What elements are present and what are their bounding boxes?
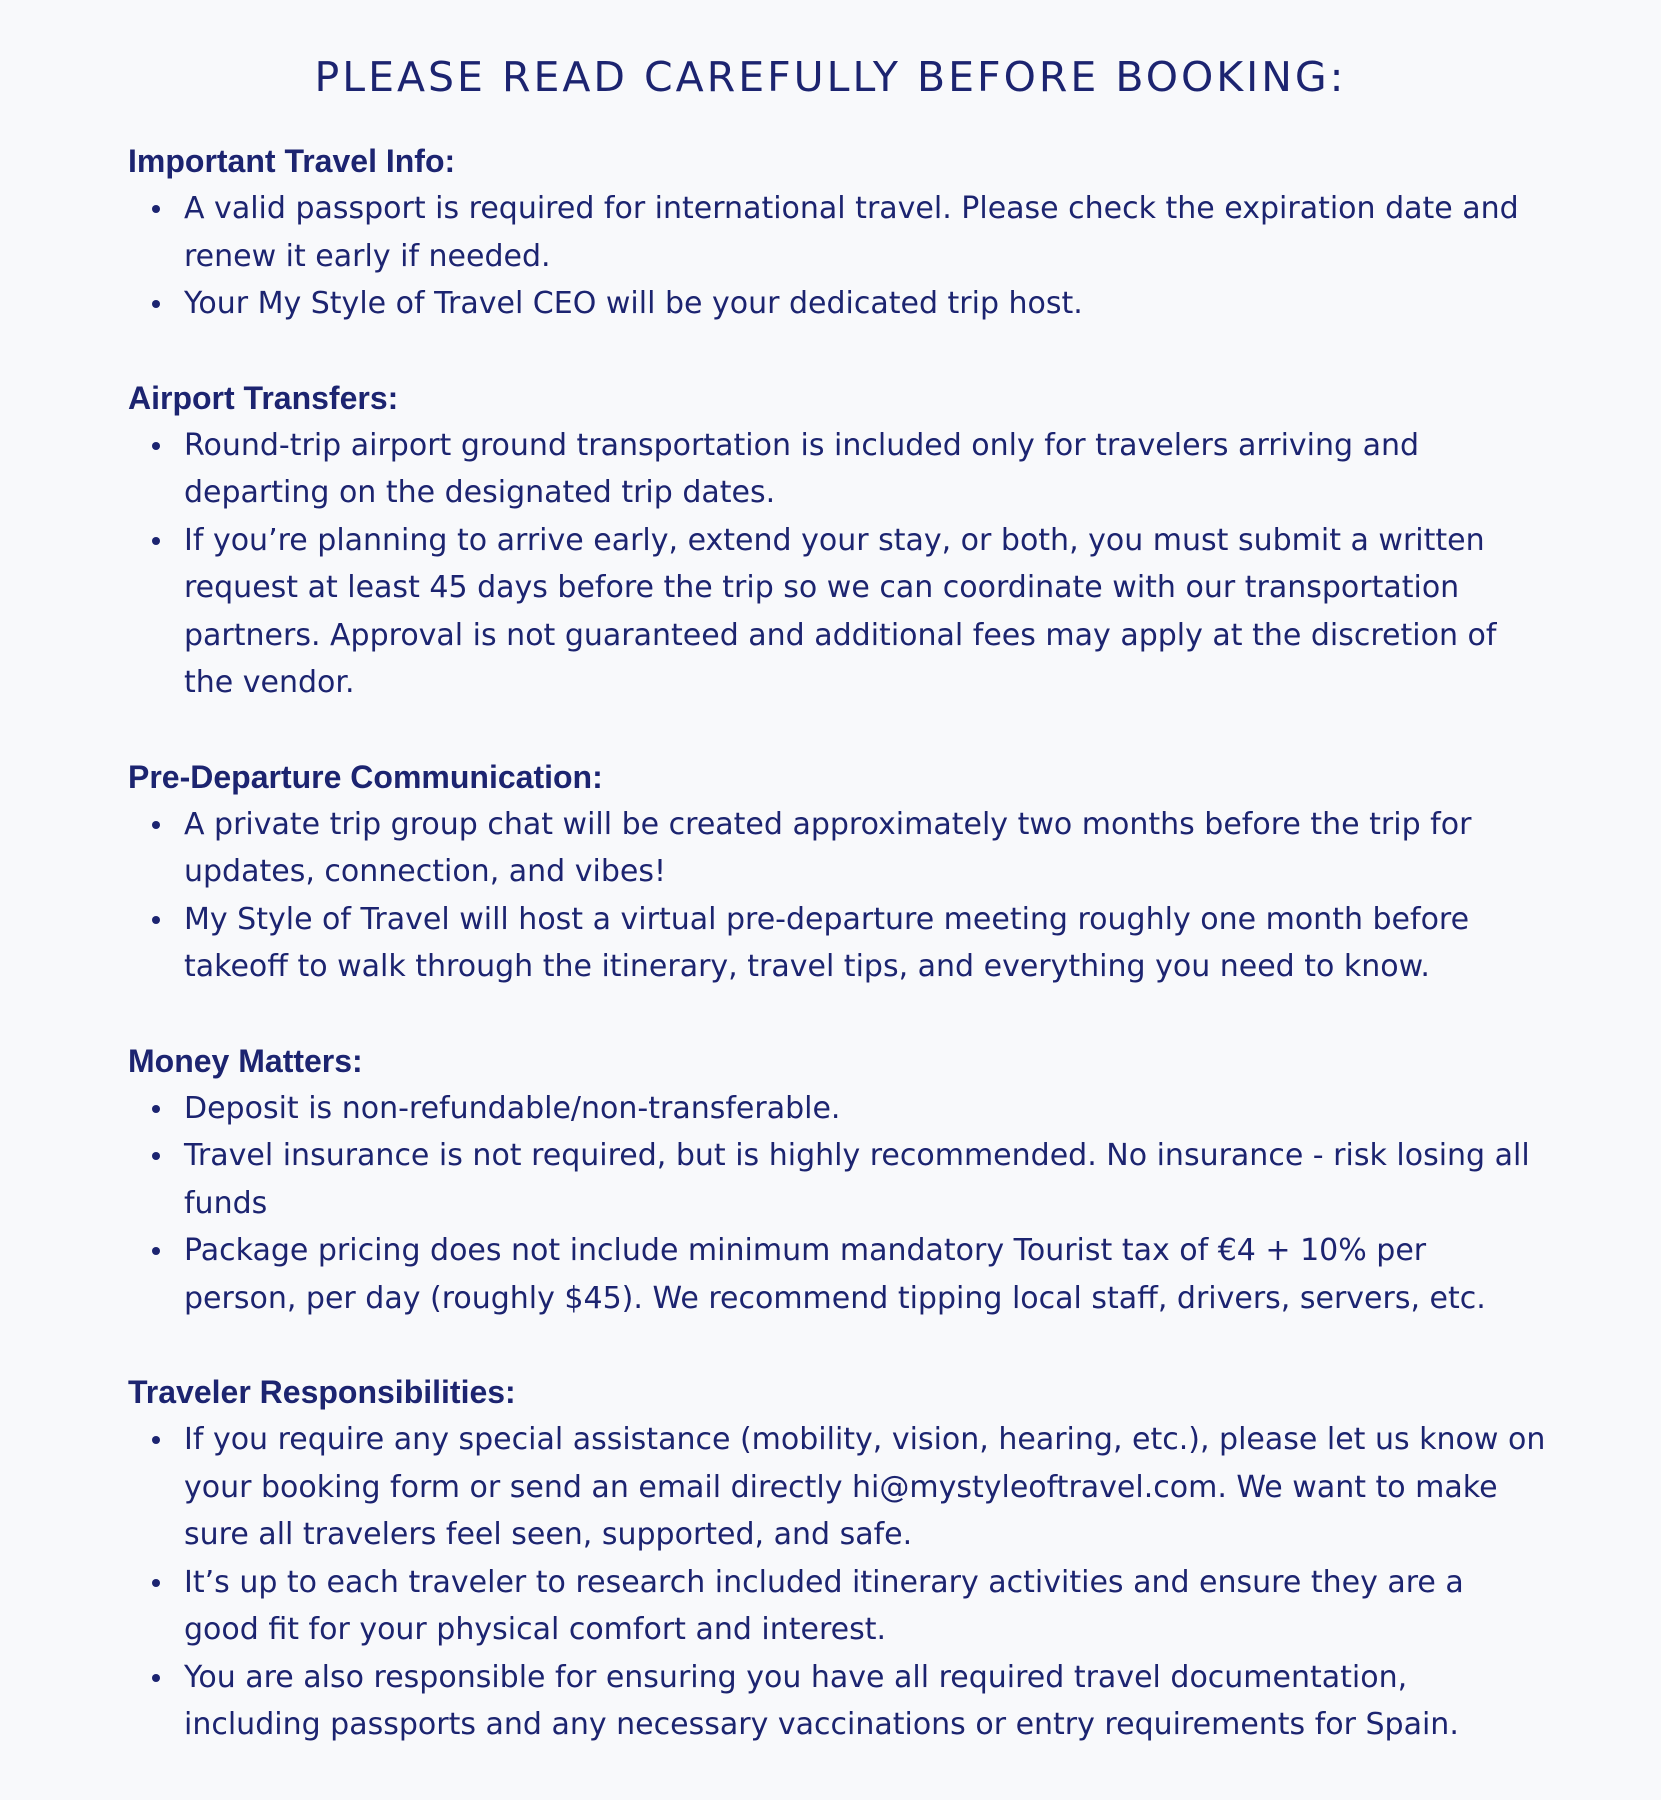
list-item: Your My Style of Travel CEO will be your dedicated trip host. — [184, 280, 1548, 328]
bullet-list — [128, 1416, 1548, 1749]
content — [128, 137, 1548, 1795]
section-money-matters — [128, 1037, 1548, 1323]
section-heading: Money Matters: — [128, 1042, 363, 1079]
list-item: Travel insurance is not required, but is highly recommended. No insurance - risk losing all funds — [184, 1132, 1548, 1227]
bullet-list — [128, 422, 1548, 707]
section-airport-transfers — [128, 374, 1548, 707]
section-important-travel-info — [128, 137, 1548, 328]
bullet-list — [128, 801, 1548, 991]
section-traveler-responsibilities — [128, 1368, 1548, 1749]
list-item: Round-trip airport ground transportation is included only for travelers arriving and departing on the designated trip dates. — [184, 422, 1548, 517]
list-item: If you’re planning to arrive early, extend your stay, or both, you must submit a written request at least 45 days before the trip so we can coordinate with our transportation partners. Approval is not guaranteed and additional fees may apply at the discretion of the vendor. — [184, 517, 1548, 707]
list-item: My Style of Travel will host a virtual pre-departure meeting roughly one month before takeoff to walk through the itinerary, travel tips, and everything you need to know. — [184, 896, 1548, 991]
list-item: It’s up to each traveler to research included itinerary activities and ensure they are a good fit for your physical comfort and interest. — [184, 1559, 1548, 1654]
list-item: Deposit is non-refundable/non-transferable. — [184, 1085, 1548, 1133]
section-heading: Important Travel Info: — [128, 143, 456, 179]
list-item: A private trip group chat will be created approximately two months before the trip for updates, connection, and vibes! — [184, 801, 1548, 896]
section-pre-departure-communication — [128, 753, 1548, 991]
bullet-list — [128, 1085, 1548, 1323]
list-item: If you require any special assistance (mobility, vision, hearing, etc.), please let us know on your booking form or send an email directly hi@mystyleoftravel.com. We want to make sure all travelers feel seen, supported, and safe. — [184, 1416, 1548, 1559]
section-heading: Airport Transfers: — [128, 379, 399, 416]
page-title: PLEASE READ CAREFULLY BEFORE BOOKING: — [314, 53, 1347, 101]
list-item: A valid passport is required for international travel. Please check the expiration date and renew it early if needed. — [184, 185, 1548, 280]
section-heading: Traveler Responsibilities: — [128, 1374, 516, 1410]
list-item: Package pricing does not include minimum mandatory Tourist tax of €4 + 10% per person, per day (roughly $45). We recommend tipping local staff, drivers, servers, etc. — [184, 1227, 1548, 1322]
bullet-list — [128, 185, 1548, 328]
list-item: You are also responsible for ensuring you have all required travel documentation, including passports and any necessary vaccinations or entry requirements for Spain. — [184, 1654, 1548, 1749]
section-heading: Pre-Departure Communication: — [128, 758, 603, 795]
